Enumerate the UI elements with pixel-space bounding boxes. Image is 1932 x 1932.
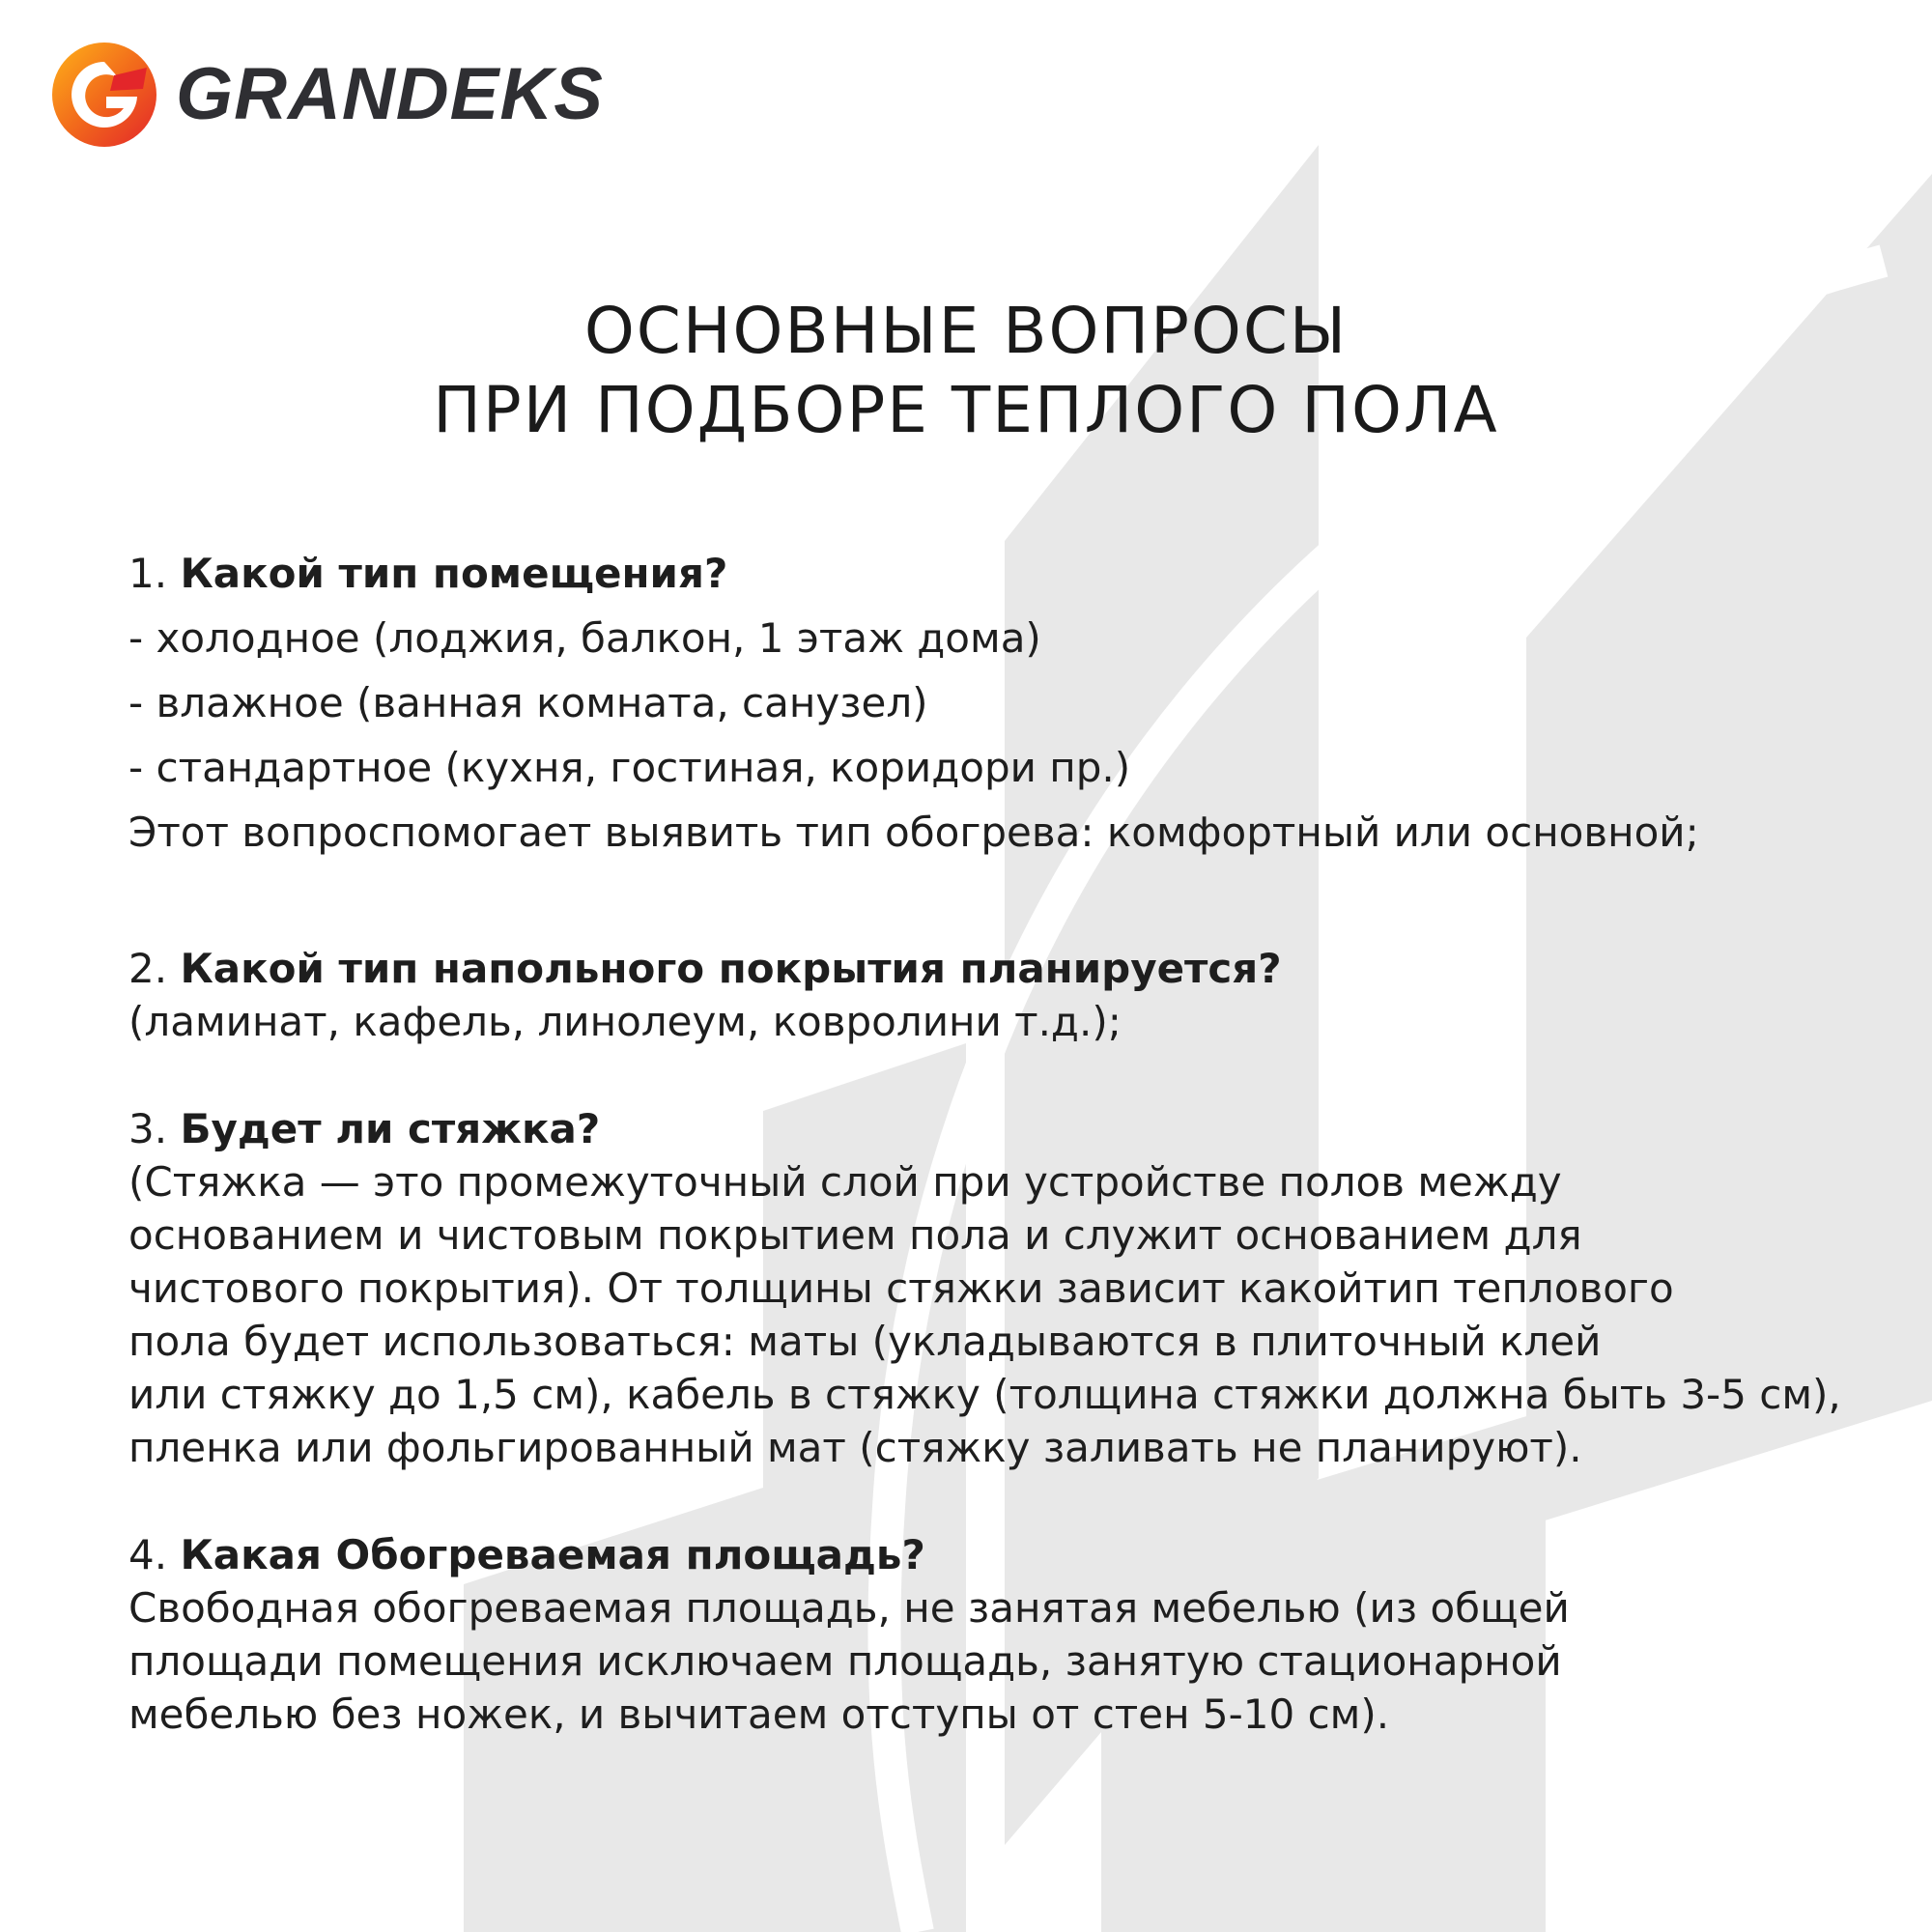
- page-title: [0, 292, 1932, 450]
- question-1: [128, 541, 1829, 865]
- question-text-line: Свободная обогреваемая площадь, не занятая мебелью (из общей: [128, 1584, 1570, 1632]
- question-2: [128, 942, 1829, 1048]
- question-text-line: пленка или фольгированный мат (стяжку заливать не планируют).: [128, 1424, 1582, 1471]
- question-number: 2.: [128, 945, 168, 992]
- question-heading: [128, 942, 1829, 995]
- questions-list: [128, 541, 1841, 1741]
- brand-name: GRANDEKS: [176, 53, 604, 135]
- question-title: Какая Обогреваемая площадь?: [180, 1531, 925, 1578]
- question-text-line: (ламинат, кафель, линолеум, ковролини т.д.);: [128, 998, 1122, 1045]
- question-text-line: пола будет использоваться: маты (укладываются в плиточный клей: [128, 1318, 1602, 1365]
- question-text-line: площади помещения исключаем площадь, занятую стационарной: [128, 1637, 1562, 1685]
- list-item: - влажное (ванная комната, санузел): [128, 679, 928, 726]
- question-title: Будет ли стяжка?: [180, 1105, 601, 1152]
- list-item: - холодное (лоджия, балкон, 1 этаж дома): [128, 614, 1041, 662]
- question-number: 3.: [128, 1105, 168, 1152]
- question-heading: [128, 541, 1829, 606]
- list-item: - стандартное (кухня, гостиная, коридори пр.): [128, 744, 1131, 791]
- question-note: Этот вопроспомогает выявить тип обогрева: комфортный или основной;: [128, 809, 1699, 856]
- grandeks-g-logo-icon: [50, 41, 158, 149]
- question-heading: [128, 1102, 1829, 1155]
- question-number: 4.: [128, 1531, 168, 1578]
- title-line-2: ПРИ ПОДБОРЕ ТЕПЛОГО ПОЛА: [433, 373, 1499, 447]
- question-text-line: чистового покрытия). От толщины стяжки зависит какойтип теплового: [128, 1264, 1674, 1312]
- question-text-line: (Стяжка — это промежуточный слой при устройстве полов между: [128, 1158, 1562, 1206]
- question-heading: [128, 1528, 1829, 1581]
- title-line-1: ОСНОВНЫЕ ВОПРОСЫ: [583, 294, 1349, 368]
- question-text-line: мебелью без ножек, и вычитаем отступы от стен 5-10 см).: [128, 1690, 1390, 1738]
- question-text-line: или стяжку до 1,5 см), кабель в стяжку (толщина стяжки должна быть 3-5 см),: [128, 1371, 1841, 1418]
- question-3: [128, 1102, 1841, 1474]
- question-title: Какой тип напольного покрытия планируется?: [180, 945, 1282, 992]
- question-number: 1.: [128, 550, 168, 597]
- question-title: Какой тип помещения?: [180, 550, 728, 597]
- question-4: [128, 1528, 1829, 1741]
- question-text-line: основанием и чистовым покрытием пола и служит основанием для: [128, 1211, 1582, 1259]
- brand-logo: [50, 41, 604, 149]
